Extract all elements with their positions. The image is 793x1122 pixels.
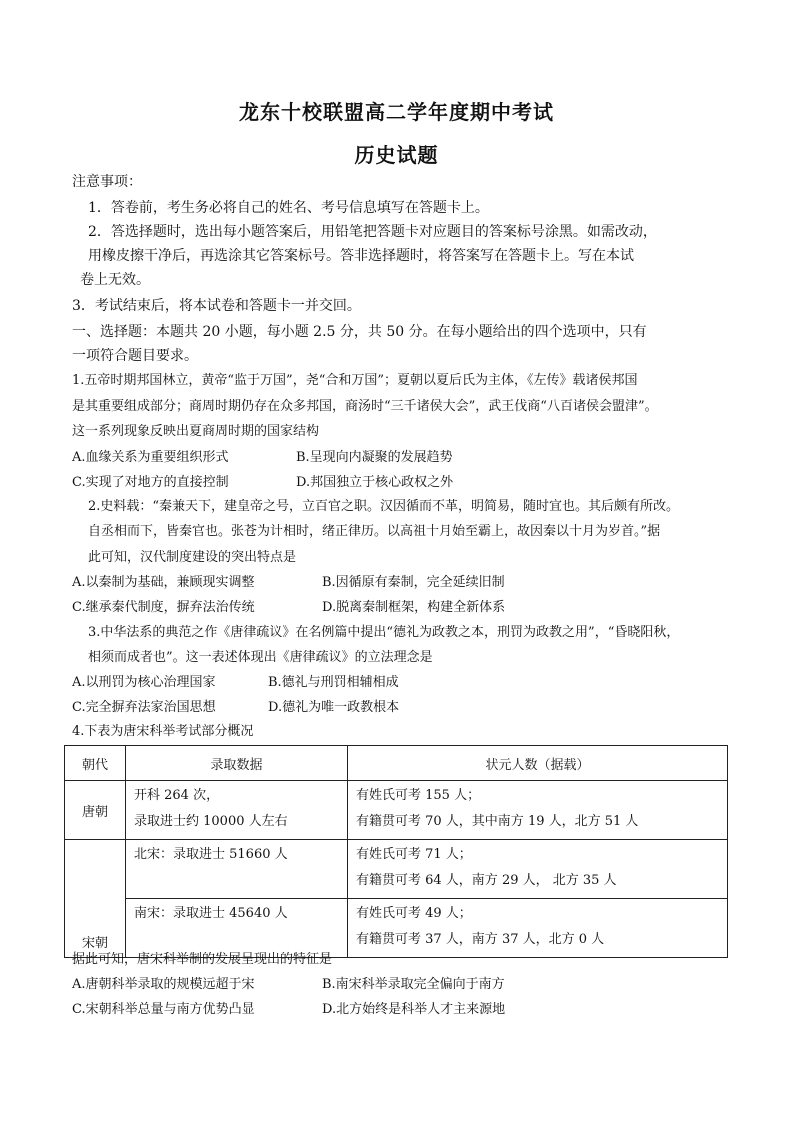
- q3-stem: 3.中华法系的典范之作《唐律疏议》在名例篇中提出“德礼为政教之本，刑罚为政教之用”，“昏晓阳秋，: [88, 625, 680, 640]
- south-zy-line: 有姓氏可考 49 人；: [356, 906, 472, 921]
- header-dynasty: 朝代: [65, 746, 126, 781]
- q3-option-d[interactable]: D.德礼为唯一政教根本: [268, 700, 400, 715]
- south-song-zhuangyuan: [348, 899, 728, 958]
- section-heading: 一、选择题：本题共 20 小题，每小题 2.5 分，共 50 分。在每小题给出的四个选项中，只有: [72, 324, 647, 340]
- song-dynasty: 宋朝: [65, 840, 126, 958]
- tang-data-line: 开科 264 次，: [134, 788, 220, 803]
- q4-option-d[interactable]: D.北方始终是科举人才主来源地: [322, 1002, 506, 1017]
- notice-item: 2．答选择题时，选出每小题答案后，用铅笔把答题卡对应题目的答案标号涂黑。如需改动，: [88, 224, 657, 240]
- header-data: 录取数据: [126, 746, 348, 781]
- q4-option-c[interactable]: C.宋朝科举总量与南方优势凸显: [72, 1002, 255, 1017]
- subject-title: 历史试题: [354, 143, 439, 167]
- q3-option-b[interactable]: B.德礼与刑罚相辅相成: [268, 675, 399, 690]
- tang-data-line: 录取进士约 10000 人左右: [134, 814, 288, 829]
- q3-option-a[interactable]: A.以刑罚为核心治理国家: [72, 675, 216, 690]
- q3-option-c[interactable]: C.完全摒弃法家治国思想: [72, 700, 216, 715]
- south-zy-line: 有籍贯可考 37 人，南方 37 人，北方 0 人: [356, 932, 605, 947]
- tang-dynasty: 唐朝: [65, 781, 126, 840]
- q1-option-d[interactable]: D.邦国独立于核心政权之外: [296, 475, 454, 490]
- q1-option-c[interactable]: C.实现了对地方的直接控制: [72, 475, 229, 490]
- q1-stem: 是其重要组成部分；商周时期仍存在众多邦国，商汤时“三千诸侯大会”，武王伐商“八百诸侯会盟津”。: [72, 399, 658, 414]
- tang-zy-line: 有籍贯可考 70 人，其中南方 19 人，北方 51 人: [356, 814, 639, 829]
- tang-zy-line: 有姓氏可考 155 人；: [356, 788, 481, 803]
- exam-title: 龙东十校联盟高二学年度期中考试: [239, 100, 554, 124]
- q4-intro: 4.下表为唐宋科举考试部分概况: [72, 724, 254, 739]
- q4-option-a[interactable]: A.唐朝科举录取的规模远超于宋: [72, 977, 255, 992]
- notice-item: 卷上无效。: [80, 272, 150, 288]
- q2-stem: 自丞相而下，皆秦官也。张苍为计相时，绪正律历。以高祖十月始至霸上，故因秦以十月为岁首。”据: [88, 524, 661, 539]
- q2-option-c[interactable]: C.继承秦代制度，摒弃法治传统: [72, 600, 255, 615]
- tang-data: [126, 781, 348, 840]
- q1-stem: 这一系列现象反映出夏商周时期的国家结构: [72, 424, 320, 439]
- q1-option-b[interactable]: B.呈现向内凝聚的发展趋势: [296, 450, 453, 465]
- q1-option-a[interactable]: A.血缘关系为重要组织形式: [72, 450, 229, 465]
- table-row: [65, 781, 728, 840]
- q4-stem: 据此可知，唐宋科举制的发展呈现出的特征是: [72, 952, 333, 967]
- north-song-data: 北宋：录取进士 51660 人: [126, 840, 348, 899]
- notice-item: 1．答卷前，考生务必将自己的姓名、考号信息填写在答题卡上。: [88, 200, 489, 216]
- notice-heading: 注意事项：: [72, 174, 142, 190]
- q2-option-a[interactable]: A.以秦制为基础，兼顾现实调整: [72, 575, 255, 590]
- section-heading: 一项符合题目要求。: [72, 348, 198, 364]
- north-song-zhuangyuan: [348, 840, 728, 899]
- q3-stem: 相须而成者也”。这一表述体现出《唐律疏议》的立法理念是: [88, 650, 433, 665]
- table-row: [65, 840, 728, 899]
- keju-table: [64, 745, 728, 958]
- table-header-row: [65, 746, 728, 781]
- q4-option-b[interactable]: B.南宋科举录取完全偏向于南方: [322, 977, 505, 992]
- table-row: [65, 899, 728, 958]
- notice-item: 3．考试结束后，将本试卷和答题卡一并交回。: [72, 298, 361, 314]
- south-song-data: 南宋：录取进士 45640 人: [126, 899, 348, 958]
- north-zy-line: 有籍贯可考 64 人，南方 29 人， 北方 35 人: [356, 873, 617, 888]
- q2-option-b[interactable]: B.因循原有秦制，完全延续旧制: [322, 575, 505, 590]
- q2-stem: 2.史料载：“秦兼天下，建皇帝之号，立百官之职。汉因循而不革，明简易，随时宜也。其后颇有所改。: [88, 499, 680, 514]
- tang-zhuangyuan: [348, 781, 728, 840]
- q2-stem: 此可知，汉代制度建设的突出特点是: [88, 550, 297, 565]
- north-zy-line: 有姓氏可考 71 人；: [356, 847, 472, 862]
- header-zhuangyuan: 状元人数（据载）: [348, 746, 728, 781]
- notice-item: 用橡皮擦干净后，再选涂其它答案标号。答非选择题时，将答案写在答题卡上。写在本试: [88, 248, 634, 264]
- q1-stem: 1.五帝时期邦国林立，黄帝“监于万国”，尧“合和万国”；夏朝以夏后氏为主体，《左传》载诸侯邦国: [72, 373, 638, 388]
- q2-option-d[interactable]: D.脱离秦制框架，构建全新体系: [322, 600, 506, 615]
